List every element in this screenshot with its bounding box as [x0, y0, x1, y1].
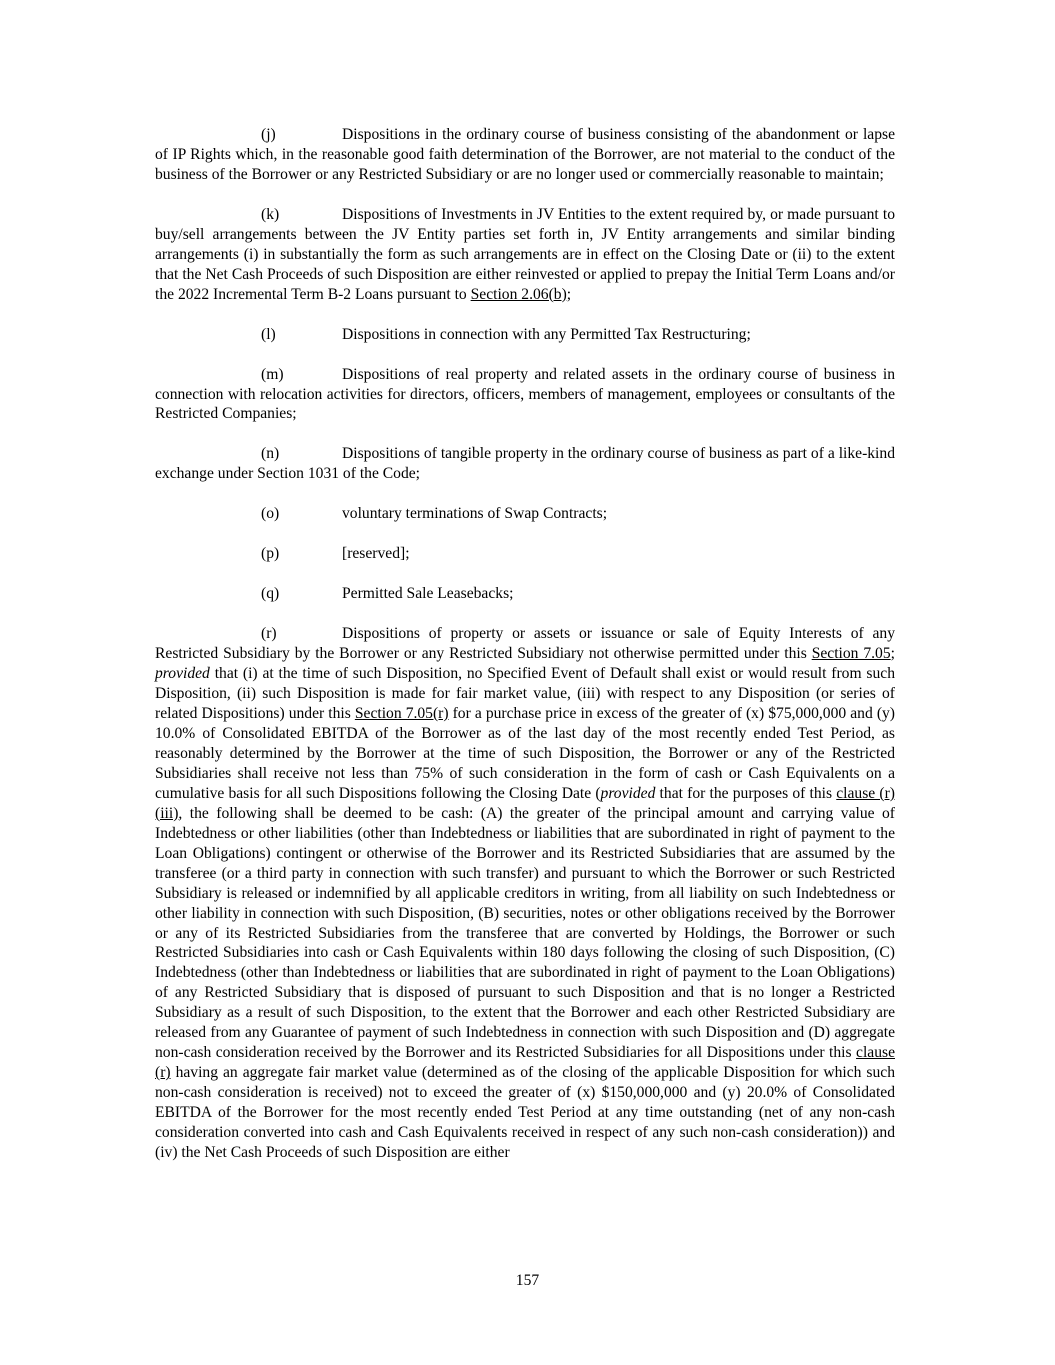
paragraph-text: Dispositions of Investments in JV Entities to the extent required by, or made pursuant to buy/sell arrangements between the JV Entity parties set forth in, JV Entity arrangements and similar binding arrangements (i) in substantially the form as such arrangements are in effect on the Closing Date or (ii) to the extent that the Net Cash Proceeds of such Disposition are either reinvested or applied to prepay the Initial Term Loans and/or the 2022 Incremental Term B-2 Loans pursuant to [155, 205, 895, 303]
paragraph-label: (q) [261, 585, 280, 603]
paragraph-text: Dispositions of real property and related assets in the ordinary course of business in connection with relocation activities for directors, officers, members of management, employees or consultants of the Restricted Companies; [155, 365, 895, 423]
paragraph-text: that for the purposes of this [655, 784, 837, 802]
paragraph-text: voluntary terminations of Swap Contracts; [342, 505, 608, 523]
paragraph-text: Dispositions of property or assets or issuance or sale of Equity Interests of any Restricted Subsidiary by the Borrower or any Restricted Subsidiary not otherwise permitted under this [155, 625, 895, 663]
paragraph-label: (m) [261, 365, 284, 383]
section-reference: Section 2.06(b) [470, 285, 567, 303]
paragraph-label: (o) [261, 505, 280, 523]
paragraph-text: ; [566, 285, 572, 303]
paragraph-text: [reserved]; [342, 545, 410, 563]
paragraph-j [155, 125, 895, 185]
paragraph-text: , the following shall be deemed to be cash: (A) the greater of the principal amount and carrying value of Indebtedness or other liabilities (other than Indebtedness or liabilities that are subordinated in right of payment to the Loan Obligations) contingent or otherwise of the Borrower and its Restricted Subsidiaries that are assumed by the transferee (or a third party in connection with such transfer) and pursuant to which the Borrower or such Restricted Subsidiary is released or indemnified by all applicable creditors in writing, from all liability on such Indebtedness or other liability in connection with such Disposition, (B) securities, notes or other obligations received by the Borrower or any of its Restricted Subsidiaries from the transferee that are converted by Holdings, the Borrower or such Restricted Subsidiaries into cash or Cash Equivalents within 180 days following the closing of such Disposition, (C) Indebtedness (other than Indebtedness or liabilities that are subordinated in right of payment to the Loan Obligations) of any Restricted Subsidiary that is disposed of pursuant to such Disposition and that is no longer a Restricted Subsidiary as a result of such Disposition, to the extent that the Borrower and each other Restricted Subsidiary are released from any Guarantee of payment of such Indebtedness in connection with such Disposition and (D) aggregate non-cash consideration received by the Borrower and its Restricted Subsidiaries for all Dispositions under this [155, 804, 895, 1062]
document-body [155, 125, 895, 1183]
paragraph-r [155, 624, 895, 1163]
paragraph-o [155, 504, 895, 524]
paragraph-m [155, 365, 895, 425]
paragraph-label: (j) [261, 126, 276, 143]
paragraph-label: (k) [261, 205, 280, 223]
clause-reference: clause (r) [155, 1044, 895, 1082]
paragraph-text: Dispositions in the ordinary course of business consisting of the abandonment or lapse of IP Rights which, in the reasonable good faith determination of the Borrower, are not material to the conduct of the business of the Borrower or any Restricted Subsidiary or are no longer used or commercially reasonable to maintain; [155, 126, 895, 183]
paragraph-text: ; [890, 645, 895, 663]
paragraph-l [155, 325, 895, 345]
paragraph-k [155, 205, 895, 305]
paragraph-label: (r) [261, 625, 277, 643]
clause-reference: clause (r)(iii) [155, 784, 895, 822]
paragraph-text: Dispositions in connection with any Permitted Tax Restructuring; [342, 325, 751, 343]
page-number: 157 [515, 1272, 540, 1289]
paragraph-p [155, 544, 895, 564]
paragraph-text: Dispositions of tangible property in the ordinary course of business as part of a like-kind exchange under Section 1031 of the Code; [155, 445, 895, 483]
paragraph-q [155, 584, 895, 604]
paragraph-text: that (i) at the time of such Disposition, no Specified Event of Default shall exist or would result from such Disposition, (ii) such Disposition is made for fair market value, (iii) with respect to any Disposition (or series of related Dispositions) under this [155, 665, 895, 723]
paragraph-text: having an aggregate fair market value (determined as of the closing of the applicable Disposition for which such non-cash consideration is received) not to exceed the greater of (x) $150,000,000 and (y) 20.0% of Consolidated EBITDA of the Borrower for the most recently ended Test Period at any time outstanding (net of any non-cash consideration converted into cash and Cash Equivalents received in respect of any such non-cash consideration)) and (iv) the Net Cash Proceeds of such Disposition are either [155, 1064, 895, 1161]
paragraph-text: for a purchase price in excess of the greater of (x) $75,000,000 and (y) 10.0% of Consolidated EBITDA of the Borrower as of the last day of the most recently ended Test Period, as reasonably determined by the Borrower at the time of such Disposition, the Borrower or any of the Restricted Subsidiaries shall receive not less than 75% of such consideration in the form of cash or Cash Equivalents on a cumulative basis for all such Dispositions following the Closing Date ( [155, 705, 895, 802]
emphasis-provided: provided [155, 665, 210, 683]
section-reference: Section 7.05 [811, 645, 891, 663]
paragraph-label: (p) [261, 545, 280, 563]
section-reference: Section 7.05(r) [354, 705, 449, 723]
paragraph-n [155, 444, 895, 484]
paragraph-label: (n) [261, 445, 280, 463]
paragraph-text: Permitted Sale Leasebacks; [342, 585, 514, 603]
emphasis-provided: provided [600, 784, 656, 802]
paragraph-label: (l) [261, 325, 276, 343]
